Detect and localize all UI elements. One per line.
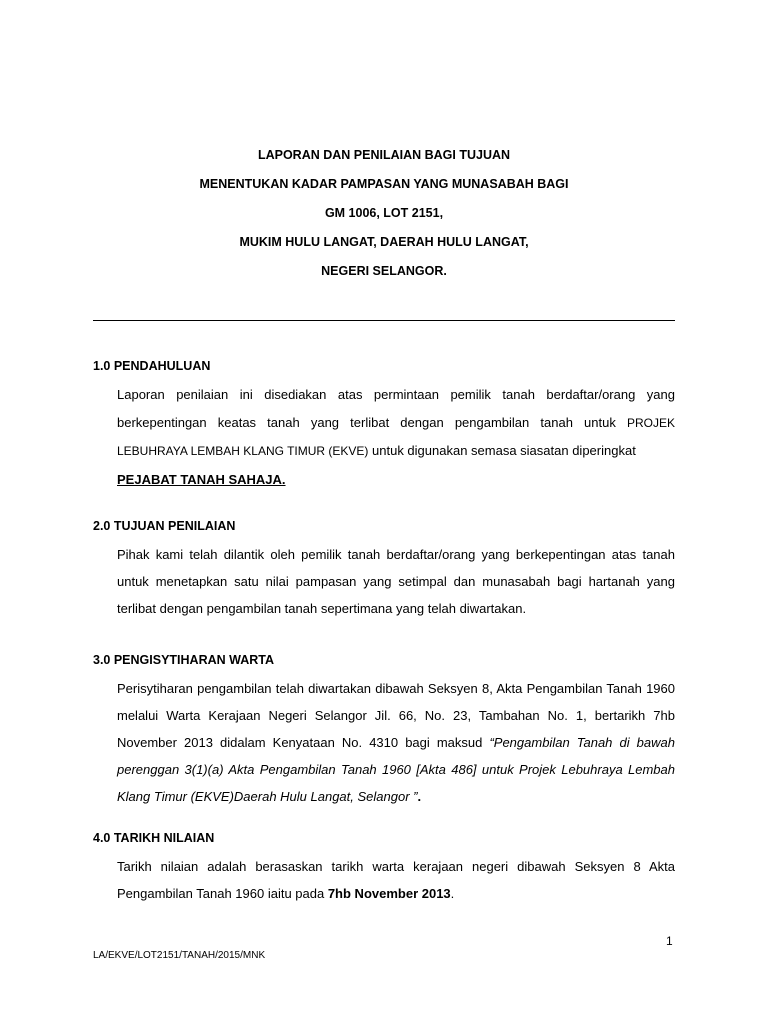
title-line-1: LAPORAN DAN PENILAIAN BAGI TUJUAN <box>257 148 511 162</box>
title-line-2: MENENTUKAN KADAR PAMPASAN YANG MUNASABAH BAGI <box>199 177 569 191</box>
title-divider <box>93 320 675 321</box>
section-body-tarikh <box>117 853 675 907</box>
valuation-date: 7hb November 2013 <box>327 886 451 901</box>
tarikh-text: Tarikh nilaian adalah berasaskan tarikh warta kerajaan negeri dibawah Seksyen 8 Akta Pengambilan Tanah 1960 iaitu pada <box>117 859 675 901</box>
section-body-warta <box>117 675 675 810</box>
document-reference: LA/EKVE/LOT2151/TANAH/2015/MNK <box>93 950 266 961</box>
warta-quote: “Pengambilan Tanah di bawah perenggan 3(1)(a) Akta Pengambilan Tanah 1960 [Akta 486] untuk Projek Lebuhraya Lembah Klang Timur (EKVE)Daerah Hulu Langat, Selangor ” <box>117 735 675 804</box>
pendahuluan-text: Laporan penilaian ini disediakan atas permintaan pemilik tanah berdaftar/orang yang berkepentingan keatas tanah yang terlibat dengan pengambilan tanah untuk <box>117 387 675 430</box>
section-heading-tujuan: 2.0 TUJUAN PENILAIAN <box>93 519 236 533</box>
section-heading-warta: 3.0 PENGISYTIHARAN WARTA <box>93 653 275 667</box>
warta-end: . <box>417 789 422 804</box>
title-line-4: MUKIM HULU LANGAT, DAERAH HULU LANGAT, <box>239 235 529 249</box>
section-body-tujuan: Pihak kami telah dilantik oleh pemilik tanah berdaftar/orang yang berkepentingan atas tanah untuk menetapkan satu nilai pampasan yang setimpal dan munasabah bagi hartanah yang terlibat dengan pengambilan tanah sepertimana yang telah diwartakan. <box>117 547 675 616</box>
section-heading-tarikh: 4.0 TARIKH NILAIAN <box>93 831 215 845</box>
title-line-5: NEGERI SELANGOR. <box>321 264 447 278</box>
section-heading-pendahuluan: 1.0 PENDAHULUAN <box>93 359 211 373</box>
section-body-pendahuluan <box>117 381 675 493</box>
warta-text: Perisytiharan pengambilan telah diwartakan dibawah Seksyen 8, Akta Pengambilan Tanah 1960 melalui Warta Kerajaan Negeri Selangor Jil. 66, No. 23, Tambahan No. 1, bertarikh 7hb November 2013 didalam Kenyataan No. 4310 bagi maksud <box>117 681 675 750</box>
page-title <box>0 141 768 286</box>
project-name: PROJEK LEBUHRAYA LEMBAH KLANG TIMUR (EKVE) <box>117 415 675 458</box>
page-number: 1 <box>666 934 673 948</box>
pejabat-tanah-emphasis: PEJABAT TANAH SAHAJA. <box>117 471 286 487</box>
pendahuluan-text-cont: untuk digunakan semasa siasatan diperingkat <box>368 443 636 458</box>
tarikh-end: . <box>450 886 455 901</box>
title-line-3: GM 1006, LOT 2151, <box>324 206 444 220</box>
